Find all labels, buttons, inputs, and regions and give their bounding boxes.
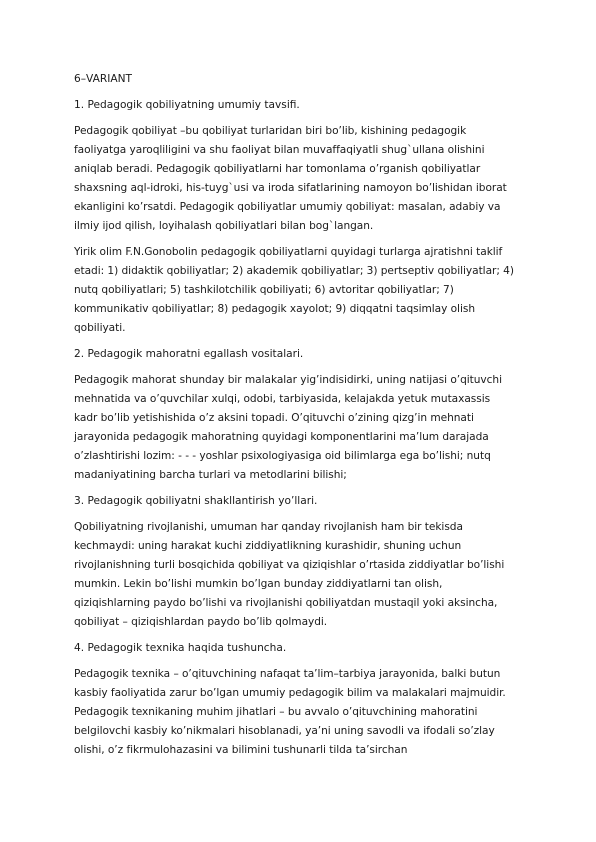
section-2-paragraph-1: Pedagogik mahorat shunday bir malakalar yig’indisidirki, uning natijasi o’qituvchi mehnatida va o’quvchilar xulqi, odobi, tarbiyasida, kelajakda yetuk mutaxassis kadr bo’lib yetishishida o’z aksini topadi. O’qituvchi o’zining qizg’in mehnati jarayonida pedagogik mahoratning quyidagi komponentlarini ma’lum darajada o’zlashtirishi lozim: - - - yoshlar psixologiyasiga oid bilimlarga ega bo’lishi; nutq madaniyatining barcha turlari va metodlarini bilishi; <box>74 374 502 481</box>
section-1-heading: 1. Pedagogik qobiliyatning umumiy tavsifi. <box>74 99 300 111</box>
section-1-paragraph-2: Yirik olim F.N.Gonobolin pedagogik qobiliyatlarni quyidagi turlarga ajratishni taklif etadi: 1) didaktik qobiliyatlar; 2) akademik qobiliyatlar; 3) pertseptiv qobiliyatlar; 4) nutq qobiliyatlari; 5) tashkilotchilik qobiliyati; 6) avtoritar qobiliyatlar; 7) kommunikativ qobiliyatlar; 8) pedagogik xayolot; 9) diqqatni taqsimlay olish qobiliyati. <box>74 246 514 334</box>
section-3-heading: 3. Pedagogik qobiliyatni shakllantirish yo’llari. <box>74 495 318 507</box>
section-2-heading: 2. Pedagogik mahoratni egallash vositalari. <box>74 348 304 360</box>
variant-title: 6–VARIANT <box>74 73 132 85</box>
section-4-paragraph-1: Pedagogik texnika – o’qituvchining nafaqat ta’lim–tarbiya jarayonida, balki butun kasbiy faoliyatida zarur bo’lgan umumiy pedagogik bilim va malakalari majmuidir. Pedagogik texnikaning muhim jihatlari – bu avvalo o’qituvchining mahoratini belgilovchi kasbiy ko’nikmalari hisoblanadi, ya’ni uning savodli va ifodali so’zlay olishi, o’z fikrmulohazasini va bilimini tushunarli tilda ta’sirchan <box>74 668 506 756</box>
document-page <box>74 70 514 767</box>
section-4-heading: 4. Pedagogik texnika haqida tushuncha. <box>74 642 287 654</box>
section-3-paragraph-1: Qobiliyatning rivojlanishi, umuman har qanday rivojlanish ham bir tekisda kechmaydi: uning harakat kuchi ziddiyatlikning kurashidir, shuning uchun rivojlanishning turli bosqichida qobiliyat va qiziqishlar o’rtasida ziddiyatlar bo’lishi mumkin. Lekin bo’lishi mumkin bo’lgan bunday ziddiyatlarni tan olish, qiziqishlarning paydo bo’lishi va rivojlanishi qobiliyatdan mustaqil yoki aksincha, qobiliyat – qiziqishlardan paydo bo’lib qolmaydi. <box>74 521 505 628</box>
section-1-paragraph-1: Pedagogik qobiliyat –bu qobiliyat turlaridan biri bo’lib, kishining pedagogik faoliyatga yaroqliligini va shu faoliyat bilan muvaffaqiyatli shug`ullana olishini aniqlab beradi. Pedagogik qobiliyatlarni har tomonlama o’rganish qobiliyatlar shaxsning aql-idroki, his-tuyg`usi va iroda sifatlarining namoyon bo’lishidan iborat ekanligini ko’rsatdi. Pedagogik qobiliyatlar umumiy qobiliyat: masalan, adabiy va ilmiy ijod qilish, loyihalash qobiliyatlari bilan bog`langan. <box>74 125 507 232</box>
